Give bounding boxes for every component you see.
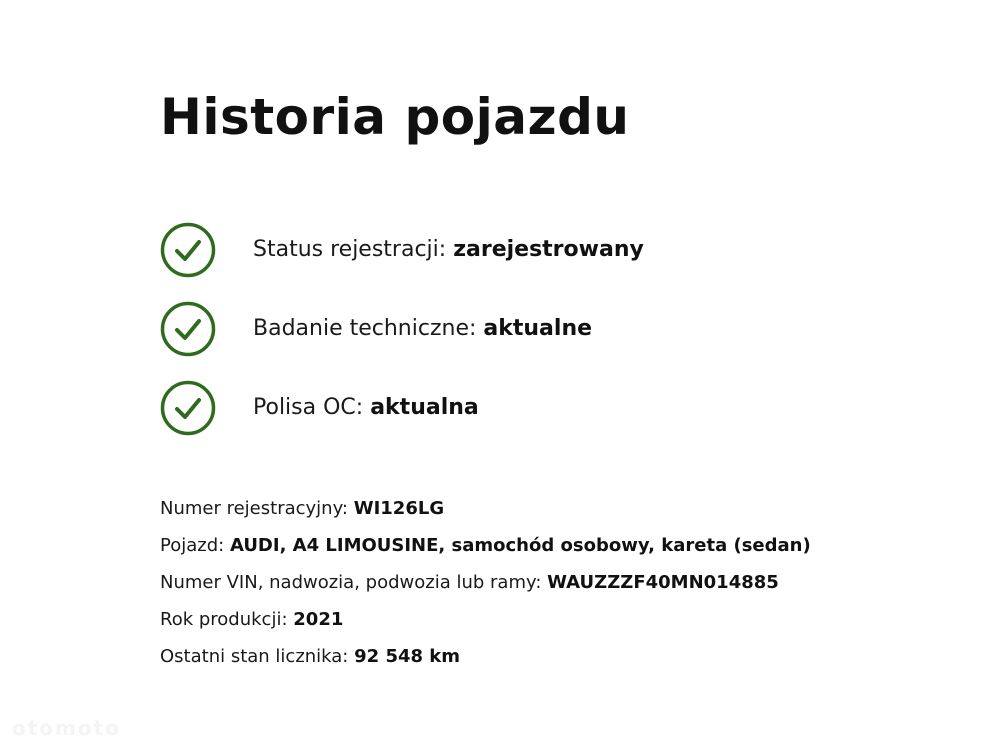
- check-value: aktualne: [483, 316, 593, 341]
- check-item-inspection: [160, 301, 644, 357]
- detail-label: Pojazd:: [160, 535, 225, 556]
- detail-value: WI126LG: [353, 498, 445, 519]
- detail-label: Ostatni stan licznika:: [160, 646, 349, 667]
- check-value: aktualna: [370, 395, 479, 420]
- page-title: Historia pojazdu: [160, 88, 630, 146]
- check-label: Polisa OC:: [253, 395, 364, 420]
- check-circle-icon: [160, 222, 216, 278]
- detail-odometer: [160, 638, 811, 675]
- detail-value: 2021: [293, 609, 344, 630]
- detail-value: AUDI, A4 LIMOUSINE, samochód osobowy, kareta (sedan): [229, 535, 811, 556]
- check-value: zarejestrowany: [453, 237, 644, 262]
- check-text: [253, 239, 644, 261]
- check-item-registration: [160, 222, 644, 278]
- check-label: Status rejestracji:: [253, 237, 447, 262]
- check-item-insurance: [160, 380, 644, 436]
- check-text: [253, 318, 592, 340]
- watermark-logo: otomoto: [12, 716, 121, 740]
- status-checklist: [160, 222, 644, 459]
- detail-vehicle: [160, 527, 811, 564]
- detail-value: WAUZZZF40MN014885: [547, 572, 779, 593]
- detail-vin: [160, 564, 811, 601]
- detail-production-year: [160, 601, 811, 638]
- check-circle-icon: [160, 301, 216, 357]
- detail-registration-number: [160, 490, 811, 527]
- detail-label: Rok produkcji:: [160, 609, 288, 630]
- detail-label: Numer rejestracyjny:: [160, 498, 348, 519]
- detail-value: 92 548 km: [354, 646, 461, 667]
- vehicle-details: [160, 490, 811, 675]
- check-circle-icon: [160, 380, 216, 436]
- detail-label: Numer VIN, nadwozia, podwozia lub ramy:: [160, 572, 542, 593]
- check-text: [253, 397, 479, 419]
- check-label: Badanie techniczne:: [253, 316, 477, 341]
